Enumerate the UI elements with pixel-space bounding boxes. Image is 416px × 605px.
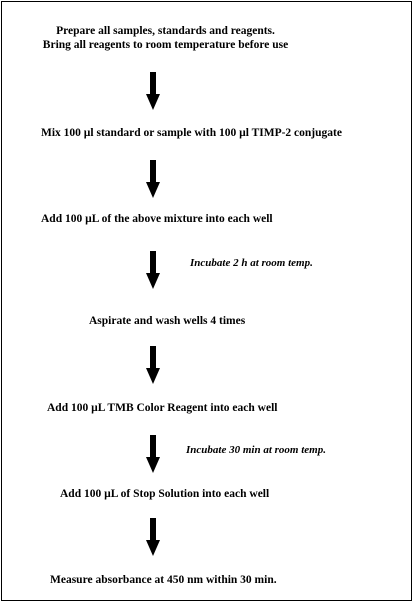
arrow-down-icon	[146, 518, 160, 556]
arrow-down-icon	[146, 346, 160, 384]
note-incubation-2: Incubate 30 min at room temp.	[186, 444, 326, 456]
arrow-down-icon	[146, 72, 160, 110]
step-add-tmb: Add 100 µL TMB Color Reagent into each well	[47, 402, 278, 414]
step-prepare	[33, 24, 298, 52]
step-prepare-line-1: Prepare all samples, standards and reagents.	[56, 25, 275, 37]
arrow-down-icon	[146, 251, 160, 289]
step-measure: Measure absorbance at 450 nm within 30 min.	[50, 574, 277, 586]
note-incubation-1: Incubate 2 h at room temp.	[190, 257, 313, 269]
step-add-mixture: Add 100 µL of the above mixture into each well	[41, 213, 273, 225]
arrow-down-icon	[146, 160, 160, 198]
arrow-down-icon	[146, 435, 160, 473]
step-mix: Mix 100 µl standard or sample with 100 µl TIMP-2 conjugate	[41, 127, 342, 139]
flowchart-frame	[1, 1, 412, 601]
step-add-stop: Add 100 µL of Stop Solution into each well	[60, 488, 270, 500]
step-aspirate-wash: Aspirate and wash wells 4 times	[89, 315, 246, 327]
step-prepare-line-2: Bring all reagents to room temperature before use	[42, 39, 289, 51]
